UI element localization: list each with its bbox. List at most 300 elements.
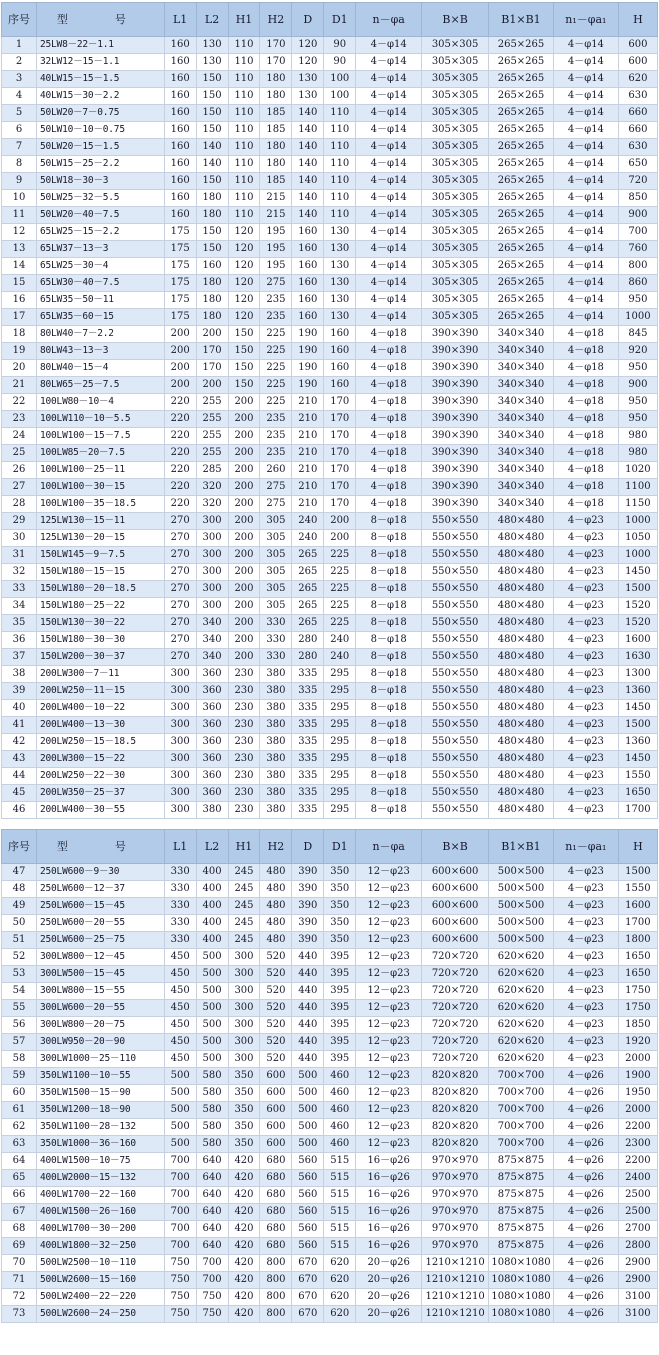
cell-l2: 340 [196, 649, 228, 666]
cell-h2: 330 [260, 615, 292, 632]
cell-b1xb1: 340×340 [489, 462, 554, 479]
cell-bxb: 970×970 [422, 1170, 489, 1187]
cell-model: 350LW1000－36－160 [37, 1136, 165, 1153]
cell-h1: 230 [228, 802, 260, 819]
cell-d: 210 [292, 496, 324, 513]
header-h: H [618, 3, 657, 37]
cell-bxb: 820×820 [422, 1068, 489, 1085]
cell-d1: 515 [324, 1204, 356, 1221]
cell-bxb: 390×390 [422, 343, 489, 360]
cell-bxb: 305×305 [422, 156, 489, 173]
cell-h2: 520 [260, 1051, 292, 1068]
cell-d: 140 [292, 207, 324, 224]
cell-n-phi-a: 12－φ23 [356, 1068, 422, 1085]
cell-l2: 300 [196, 547, 228, 564]
cell-index: 50 [2, 915, 37, 932]
cell-h: 1450 [618, 564, 657, 581]
cell-bxb: 550×550 [422, 581, 489, 598]
cell-d1: 395 [324, 1034, 356, 1051]
cell-l1: 500 [164, 1102, 196, 1119]
table-row [2, 513, 658, 530]
cell-b1xb1: 340×340 [489, 377, 554, 394]
cell-index: 40 [2, 700, 37, 717]
cell-n-phi-a: 4－φ14 [356, 309, 422, 326]
table-row [2, 1153, 658, 1170]
cell-l2: 640 [196, 1153, 228, 1170]
cell-index: 15 [2, 275, 37, 292]
table-row [2, 258, 658, 275]
cell-d1: 395 [324, 983, 356, 1000]
cell-d1: 515 [324, 1153, 356, 1170]
cell-n1-phi-a1: 4－φ14 [553, 139, 618, 156]
cell-index: 53 [2, 966, 37, 983]
cell-bxb: 970×970 [422, 1204, 489, 1221]
cell-l2: 400 [196, 898, 228, 915]
cell-n1-phi-a1: 4－φ14 [553, 292, 618, 309]
cell-l2: 360 [196, 666, 228, 683]
cell-model: 400LW1800－32－250 [37, 1238, 165, 1255]
cell-d1: 295 [324, 700, 356, 717]
cell-l1: 700 [164, 1170, 196, 1187]
header-b1xb1: B1×B1 [489, 3, 554, 37]
cell-h1: 120 [228, 224, 260, 241]
cell-b1xb1: 340×340 [489, 428, 554, 445]
table-row [2, 275, 658, 292]
cell-h2: 275 [260, 479, 292, 496]
cell-n1-phi-a1: 4－φ14 [553, 105, 618, 122]
cell-h1: 200 [228, 428, 260, 445]
cell-l1: 160 [164, 122, 196, 139]
cell-b1xb1: 265×265 [489, 88, 554, 105]
cell-h: 1920 [618, 1034, 657, 1051]
cell-n-phi-a: 16－φ26 [356, 1238, 422, 1255]
cell-model: 50LW10－10－0.75 [37, 122, 165, 139]
cell-l1: 500 [164, 1136, 196, 1153]
cell-n-phi-a: 8－φ18 [356, 632, 422, 649]
cell-l1: 270 [164, 547, 196, 564]
cell-bxb: 390×390 [422, 445, 489, 462]
cell-index: 19 [2, 343, 37, 360]
cell-h: 920 [618, 343, 657, 360]
cell-index: 69 [2, 1238, 37, 1255]
cell-index: 8 [2, 156, 37, 173]
cell-l1: 220 [164, 479, 196, 496]
cell-model: 65LW37－13－3 [37, 241, 165, 258]
cell-model: 400LW1700－22－160 [37, 1187, 165, 1204]
cell-l2: 140 [196, 156, 228, 173]
cell-model: 300LW800－15－55 [37, 983, 165, 1000]
cell-h1: 245 [228, 932, 260, 949]
cell-h: 660 [618, 105, 657, 122]
cell-d1: 295 [324, 666, 356, 683]
cell-d1: 110 [324, 122, 356, 139]
cell-h: 860 [618, 275, 657, 292]
cell-h: 1000 [618, 309, 657, 326]
cell-h2: 305 [260, 598, 292, 615]
cell-bxb: 970×970 [422, 1221, 489, 1238]
cell-b1xb1: 700×700 [489, 1136, 554, 1153]
cell-b1xb1: 620×620 [489, 1051, 554, 1068]
cell-index: 3 [2, 71, 37, 88]
cell-l2: 500 [196, 949, 228, 966]
table-row [2, 547, 658, 564]
cell-d1: 295 [324, 802, 356, 819]
cell-bxb: 390×390 [422, 377, 489, 394]
cell-bxb: 550×550 [422, 700, 489, 717]
cell-d1: 130 [324, 292, 356, 309]
cell-d1: 170 [324, 394, 356, 411]
cell-model: 400LW1500－10－75 [37, 1153, 165, 1170]
cell-d1: 240 [324, 632, 356, 649]
cell-d1: 225 [324, 615, 356, 632]
cell-n1-phi-a1: 4－φ26 [553, 1085, 618, 1102]
cell-bxb: 305×305 [422, 173, 489, 190]
cell-l1: 330 [164, 915, 196, 932]
cell-bxb: 820×820 [422, 1136, 489, 1153]
cell-l2: 750 [196, 1306, 228, 1323]
cell-index: 46 [2, 802, 37, 819]
table-row [2, 105, 658, 122]
cell-h2: 380 [260, 700, 292, 717]
cell-d1: 240 [324, 649, 356, 666]
cell-bxb: 305×305 [422, 139, 489, 156]
cell-l1: 300 [164, 802, 196, 819]
cell-n1-phi-a1: 4－φ23 [553, 632, 618, 649]
cell-b1xb1: 480×480 [489, 802, 554, 819]
cell-d: 440 [292, 949, 324, 966]
cell-n-phi-a: 8－φ18 [356, 666, 422, 683]
cell-h: 950 [618, 411, 657, 428]
cell-l2: 150 [196, 241, 228, 258]
cell-n-phi-a: 16－φ26 [356, 1153, 422, 1170]
cell-d1: 170 [324, 496, 356, 513]
cell-l2: 380 [196, 802, 228, 819]
cell-d1: 110 [324, 139, 356, 156]
cell-model: 100LW100－25－11 [37, 462, 165, 479]
table-row [2, 241, 658, 258]
cell-n1-phi-a1: 4－φ23 [553, 734, 618, 751]
cell-n-phi-a: 4－φ14 [356, 224, 422, 241]
cell-b1xb1: 265×265 [489, 156, 554, 173]
cell-n-phi-a: 16－φ26 [356, 1221, 422, 1238]
cell-d1: 620 [324, 1272, 356, 1289]
cell-d1: 295 [324, 751, 356, 768]
cell-h1: 350 [228, 1085, 260, 1102]
cell-l2: 360 [196, 768, 228, 785]
cell-n-phi-a: 8－φ18 [356, 751, 422, 768]
table-row [2, 1034, 658, 1051]
cell-n-phi-a: 8－φ18 [356, 513, 422, 530]
cell-d1: 515 [324, 1187, 356, 1204]
cell-n1-phi-a1: 4－φ23 [553, 564, 618, 581]
cell-d: 500 [292, 1119, 324, 1136]
cell-h1: 110 [228, 71, 260, 88]
cell-l1: 175 [164, 292, 196, 309]
cell-l2: 130 [196, 54, 228, 71]
cell-l1: 175 [164, 309, 196, 326]
header-n-phi-a: n－φa [356, 3, 422, 37]
cell-h2: 520 [260, 1034, 292, 1051]
header-n-phi-a: n－φa [356, 830, 422, 864]
cell-l1: 300 [164, 785, 196, 802]
table-row [2, 1238, 658, 1255]
cell-h2: 235 [260, 428, 292, 445]
cell-index: 49 [2, 898, 37, 915]
cell-model: 50LW20－7－0.75 [37, 105, 165, 122]
cell-l1: 750 [164, 1289, 196, 1306]
cell-index: 73 [2, 1306, 37, 1323]
cell-model: 65LW25－15－2.2 [37, 224, 165, 241]
header-h2: H2 [260, 830, 292, 864]
cell-n-phi-a: 12－φ23 [356, 1119, 422, 1136]
cell-model: 500LW2600－15－160 [37, 1272, 165, 1289]
cell-h: 1600 [618, 632, 657, 649]
cell-d: 335 [292, 717, 324, 734]
cell-h2: 380 [260, 683, 292, 700]
table-row [2, 898, 658, 915]
cell-index: 2 [2, 54, 37, 71]
cell-model: 100LW100－30－15 [37, 479, 165, 496]
cell-d1: 295 [324, 717, 356, 734]
cell-l2: 140 [196, 139, 228, 156]
cell-h1: 200 [228, 462, 260, 479]
cell-index: 28 [2, 496, 37, 513]
cell-d: 160 [292, 224, 324, 241]
cell-h1: 110 [228, 105, 260, 122]
cell-h2: 600 [260, 1102, 292, 1119]
cell-h2: 185 [260, 105, 292, 122]
cell-index: 32 [2, 564, 37, 581]
cell-h1: 150 [228, 326, 260, 343]
cell-index: 21 [2, 377, 37, 394]
cell-l2: 255 [196, 411, 228, 428]
cell-d1: 460 [324, 1136, 356, 1153]
cell-h: 1050 [618, 530, 657, 547]
cell-d: 335 [292, 700, 324, 717]
cell-b1xb1: 265×265 [489, 173, 554, 190]
cell-l1: 220 [164, 496, 196, 513]
cell-l1: 300 [164, 700, 196, 717]
cell-index: 29 [2, 513, 37, 530]
cell-n1-phi-a1: 4－φ18 [553, 496, 618, 513]
cell-model: 300LW950－20－90 [37, 1034, 165, 1051]
cell-h2: 195 [260, 258, 292, 275]
cell-h1: 350 [228, 1136, 260, 1153]
cell-h: 800 [618, 258, 657, 275]
cell-n1-phi-a1: 4－φ18 [553, 411, 618, 428]
cell-n1-phi-a1: 4－φ18 [553, 326, 618, 343]
cell-d: 500 [292, 1085, 324, 1102]
cell-bxb: 600×600 [422, 898, 489, 915]
cell-model: 150LW180－25－22 [37, 598, 165, 615]
cell-l1: 300 [164, 751, 196, 768]
cell-bxb: 970×970 [422, 1187, 489, 1204]
cell-d1: 460 [324, 1085, 356, 1102]
cell-bxb: 305×305 [422, 309, 489, 326]
cell-d1: 170 [324, 462, 356, 479]
cell-l2: 640 [196, 1187, 228, 1204]
cell-model: 100LW110－10－5.5 [37, 411, 165, 428]
cell-b1xb1: 480×480 [489, 632, 554, 649]
cell-h1: 150 [228, 343, 260, 360]
cell-l1: 450 [164, 1051, 196, 1068]
table-row [2, 717, 658, 734]
cell-h2: 235 [260, 411, 292, 428]
cell-n1-phi-a1: 4－φ23 [553, 649, 618, 666]
cell-b1xb1: 340×340 [489, 394, 554, 411]
cell-n1-phi-a1: 4－φ14 [553, 71, 618, 88]
cell-n1-phi-a1: 4－φ26 [553, 1204, 618, 1221]
cell-l2: 320 [196, 496, 228, 513]
cell-bxb: 550×550 [422, 649, 489, 666]
cell-bxb: 970×970 [422, 1238, 489, 1255]
cell-l1: 270 [164, 581, 196, 598]
cell-b1xb1: 340×340 [489, 326, 554, 343]
cell-h: 1450 [618, 700, 657, 717]
cell-model: 150LW130－30－22 [37, 615, 165, 632]
cell-n1-phi-a1: 4－φ18 [553, 462, 618, 479]
cell-l2: 150 [196, 71, 228, 88]
cell-h1: 110 [228, 190, 260, 207]
cell-d1: 620 [324, 1306, 356, 1323]
cell-model: 200LW300－15－22 [37, 751, 165, 768]
cell-h: 1450 [618, 751, 657, 768]
cell-h2: 520 [260, 983, 292, 1000]
cell-bxb: 390×390 [422, 462, 489, 479]
table-row [2, 37, 658, 54]
cell-bxb: 550×550 [422, 768, 489, 785]
cell-h: 1520 [618, 615, 657, 632]
cell-h1: 110 [228, 173, 260, 190]
cell-d1: 350 [324, 864, 356, 881]
cell-model: 300LW800－12－45 [37, 949, 165, 966]
cell-l1: 330 [164, 881, 196, 898]
cell-n1-phi-a1: 4－φ23 [553, 802, 618, 819]
table-row [2, 1119, 658, 1136]
cell-b1xb1: 1080×1080 [489, 1289, 554, 1306]
cell-l2: 150 [196, 105, 228, 122]
cell-l2: 150 [196, 224, 228, 241]
cell-b1xb1: 265×265 [489, 71, 554, 88]
cell-l2: 500 [196, 1034, 228, 1051]
cell-d1: 460 [324, 1068, 356, 1085]
cell-d1: 395 [324, 966, 356, 983]
cell-index: 37 [2, 649, 37, 666]
cell-d: 560 [292, 1238, 324, 1255]
cell-h2: 600 [260, 1085, 292, 1102]
cell-l2: 500 [196, 1000, 228, 1017]
cell-d: 130 [292, 88, 324, 105]
cell-b1xb1: 700×700 [489, 1085, 554, 1102]
cell-b1xb1: 875×875 [489, 1170, 554, 1187]
cell-h: 1650 [618, 966, 657, 983]
cell-n-phi-a: 4－φ18 [356, 445, 422, 462]
cell-b1xb1: 875×875 [489, 1187, 554, 1204]
cell-h1: 200 [228, 445, 260, 462]
cell-b1xb1: 265×265 [489, 309, 554, 326]
cell-model: 350LW1500－15－90 [37, 1085, 165, 1102]
cell-n1-phi-a1: 4－φ18 [553, 445, 618, 462]
cell-n-phi-a: 12－φ23 [356, 1102, 422, 1119]
cell-n-phi-a: 4－φ14 [356, 241, 422, 258]
cell-h: 630 [618, 88, 657, 105]
cell-d: 265 [292, 564, 324, 581]
cell-l1: 270 [164, 632, 196, 649]
cell-h: 1020 [618, 462, 657, 479]
header-d: D [292, 830, 324, 864]
cell-b1xb1: 500×500 [489, 864, 554, 881]
cell-h: 650 [618, 156, 657, 173]
cell-n-phi-a: 8－φ18 [356, 598, 422, 615]
cell-index: 14 [2, 258, 37, 275]
cell-model: 50LW20－40－7.5 [37, 207, 165, 224]
cell-n1-phi-a1: 4－φ23 [553, 1000, 618, 1017]
spec-document [1, 0, 658, 1323]
cell-h2: 480 [260, 864, 292, 881]
cell-n-phi-a: 4－φ14 [356, 37, 422, 54]
cell-d: 160 [292, 292, 324, 309]
cell-d: 500 [292, 1068, 324, 1085]
table-row [2, 966, 658, 983]
table-row [2, 173, 658, 190]
cell-n-phi-a: 4－φ18 [356, 496, 422, 513]
cell-model: 80LW43－13－3 [37, 343, 165, 360]
cell-l1: 450 [164, 966, 196, 983]
cell-index: 56 [2, 1017, 37, 1034]
table-row [2, 1017, 658, 1034]
cell-l1: 175 [164, 258, 196, 275]
cell-b1xb1: 700×700 [489, 1068, 554, 1085]
cell-index: 47 [2, 864, 37, 881]
cell-model: 300LW800－20－75 [37, 1017, 165, 1034]
cell-d1: 160 [324, 360, 356, 377]
cell-h2: 380 [260, 768, 292, 785]
header-h1: H1 [228, 830, 260, 864]
table-row [2, 1187, 658, 1204]
cell-l2: 500 [196, 1051, 228, 1068]
cell-h2: 215 [260, 190, 292, 207]
cell-index: 1 [2, 37, 37, 54]
header-bxb: B×B [422, 3, 489, 37]
cell-index: 55 [2, 1000, 37, 1017]
cell-bxb: 600×600 [422, 932, 489, 949]
cell-model: 200LW400－13－30 [37, 717, 165, 734]
cell-h1: 200 [228, 530, 260, 547]
table-row [2, 632, 658, 649]
cell-index: 48 [2, 881, 37, 898]
cell-b1xb1: 265×265 [489, 105, 554, 122]
cell-h2: 800 [260, 1255, 292, 1272]
header-d1: D1 [324, 830, 356, 864]
cell-l1: 500 [164, 1119, 196, 1136]
cell-l2: 580 [196, 1068, 228, 1085]
cell-d: 335 [292, 734, 324, 751]
cell-h: 2500 [618, 1187, 657, 1204]
cell-h1: 420 [228, 1255, 260, 1272]
cell-n-phi-a: 12－φ23 [356, 983, 422, 1000]
cell-n-phi-a: 8－φ18 [356, 734, 422, 751]
table-row [2, 360, 658, 377]
cell-d: 440 [292, 983, 324, 1000]
cell-n-phi-a: 8－φ18 [356, 649, 422, 666]
table-row [2, 615, 658, 632]
cell-index: 22 [2, 394, 37, 411]
cell-h: 900 [618, 377, 657, 394]
cell-l1: 270 [164, 598, 196, 615]
cell-index: 64 [2, 1153, 37, 1170]
cell-n1-phi-a1: 4－φ14 [553, 37, 618, 54]
cell-model: 65LW35－50－11 [37, 292, 165, 309]
